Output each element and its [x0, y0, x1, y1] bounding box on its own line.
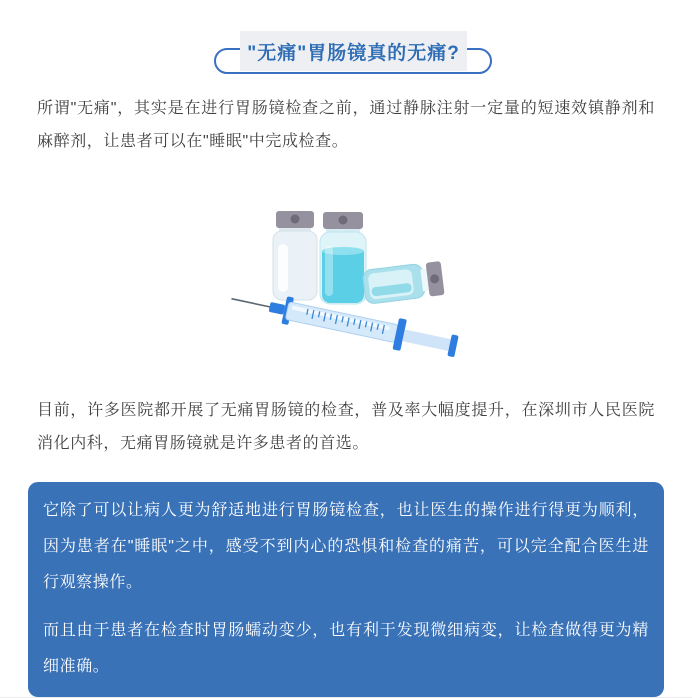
vial-lying — [362, 261, 445, 304]
callout-paragraph-2: 而且由于患者在检查时胃肠蠕动变少，也有利于发现微细病变，让检查做得更为精细准确。 — [43, 622, 649, 675]
status-paragraph: 目前，许多医院都开展了无痛胃肠镜的检查，普及率大幅度提升，在深圳市人民医院消化内科，无痛胃肠镜就是许多患者的首选。 — [37, 402, 655, 452]
highlight-callout-box — [28, 482, 664, 697]
callout-paragraph-1: 它除了可以让病人更为舒适地进行胃肠镜检查，也让医生的操作进行得更为顺利，因为患者在"睡眠"之中，感受不到内心的恐惧和检查的痛苦，可以完全配合医生进行观察操作。 — [43, 502, 649, 591]
intro-paragraph: 所谓"无痛"，其实是在进行胃肠镜检查之前，通过静脉注射一定量的短速效镇静剂和麻醉剂，让患者可以在"睡眠"中完成检查。 — [37, 100, 655, 150]
vial-cyan — [320, 212, 366, 304]
page-title: "无痛"胃肠镜真的无痛? — [247, 42, 460, 64]
vial-clear — [273, 211, 317, 300]
syringe-vials-illustration — [226, 196, 466, 368]
title-badge — [240, 31, 467, 71]
article-header — [0, 0, 692, 81]
illustration-container — [0, 196, 692, 368]
